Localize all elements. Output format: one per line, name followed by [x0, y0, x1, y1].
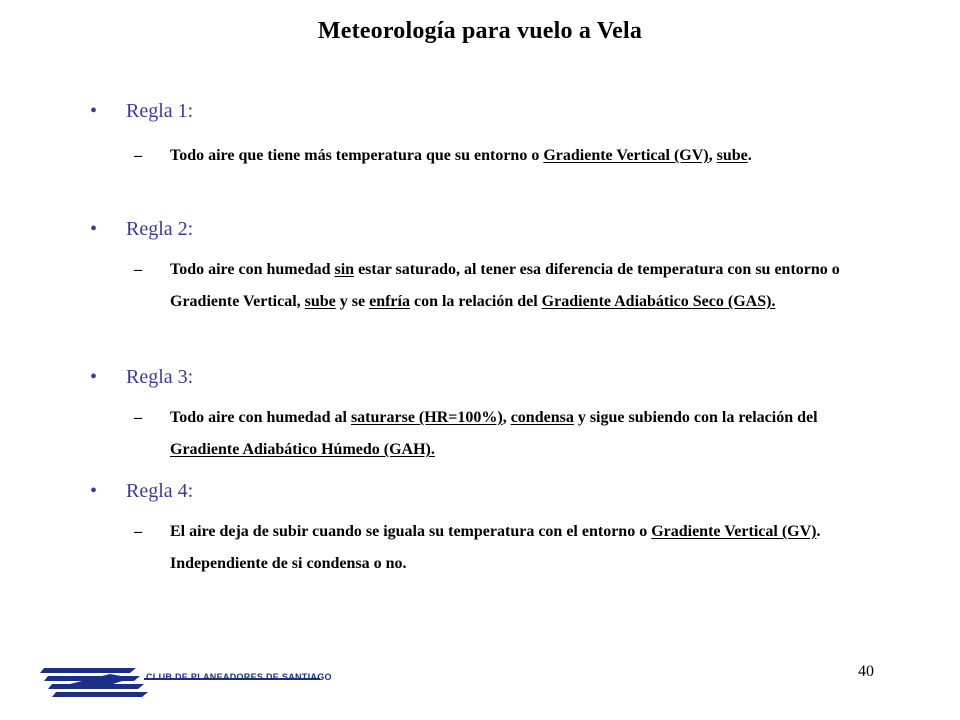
- rule-text-content: [170, 254, 840, 318]
- rule-text-content: [170, 516, 840, 580]
- dash-icon: –: [134, 261, 142, 278]
- text-segment: . Independiente de si condensa o no.: [170, 523, 821, 572]
- rule-heading: • Regla 2:: [90, 218, 194, 240]
- dash-icon: –: [134, 147, 142, 164]
- dash-icon: –: [134, 409, 142, 426]
- rule-text-content: [170, 140, 840, 172]
- underlined-term: Gradiente Vertical (GV): [651, 523, 817, 540]
- text-segment: .: [747, 147, 752, 164]
- page-number: 40: [858, 663, 874, 680]
- text-segment: y se: [335, 293, 370, 310]
- bullet-icon: •: [90, 218, 98, 240]
- underlined-term: sin: [334, 261, 355, 278]
- text-segment: y sigue subiendo con la relación del: [573, 409, 818, 426]
- underlined-term: Gradiente Vertical (GV): [543, 147, 709, 164]
- underlined-term: sube: [716, 147, 748, 164]
- rule-text-content: [170, 402, 840, 466]
- text-segment: ,: [502, 409, 511, 426]
- text-segment: Todo aire que tiene más temperatura que su entorno o: [170, 147, 544, 164]
- logo-text: CLUB DE PLANEADORES DE SANTIAGO: [146, 672, 332, 682]
- bullet-icon: •: [90, 480, 98, 502]
- rule-heading: • Regla 1:: [90, 100, 194, 122]
- underlined-term: Gradiente Adiabático Húmedo (GAH).: [170, 441, 435, 458]
- text-segment: ,: [708, 147, 717, 164]
- text-segment: El aire deja de subir cuando se iguala su temperatura con el entorno o: [170, 523, 652, 540]
- text-segment: Todo aire con humedad: [170, 261, 335, 278]
- bullet-icon: •: [90, 100, 98, 122]
- underlined-term: Gradiente Adiabático Seco (GAS).: [541, 293, 776, 310]
- text-segment: estar saturado, al tener esa diferencia de temperatura con su entorno o Gradiente Vertical,: [170, 261, 840, 310]
- underlined-term: enfría: [369, 293, 410, 310]
- page-title: Meteorología para vuelo a Vela: [317, 18, 643, 44]
- underlined-term: sube: [304, 293, 336, 310]
- club-logo-icon: [40, 664, 330, 700]
- dash-icon: –: [134, 523, 142, 540]
- text-segment: con la relación del: [409, 293, 542, 310]
- rule-heading: • Regla 4:: [90, 480, 194, 502]
- bullet-icon: •: [90, 366, 98, 388]
- rule-heading: • Regla 3:: [90, 366, 194, 388]
- underlined-term: saturarse (HR=100%): [350, 409, 503, 426]
- underlined-term: condensa: [510, 409, 574, 426]
- text-segment: Todo aire con humedad al: [170, 409, 351, 426]
